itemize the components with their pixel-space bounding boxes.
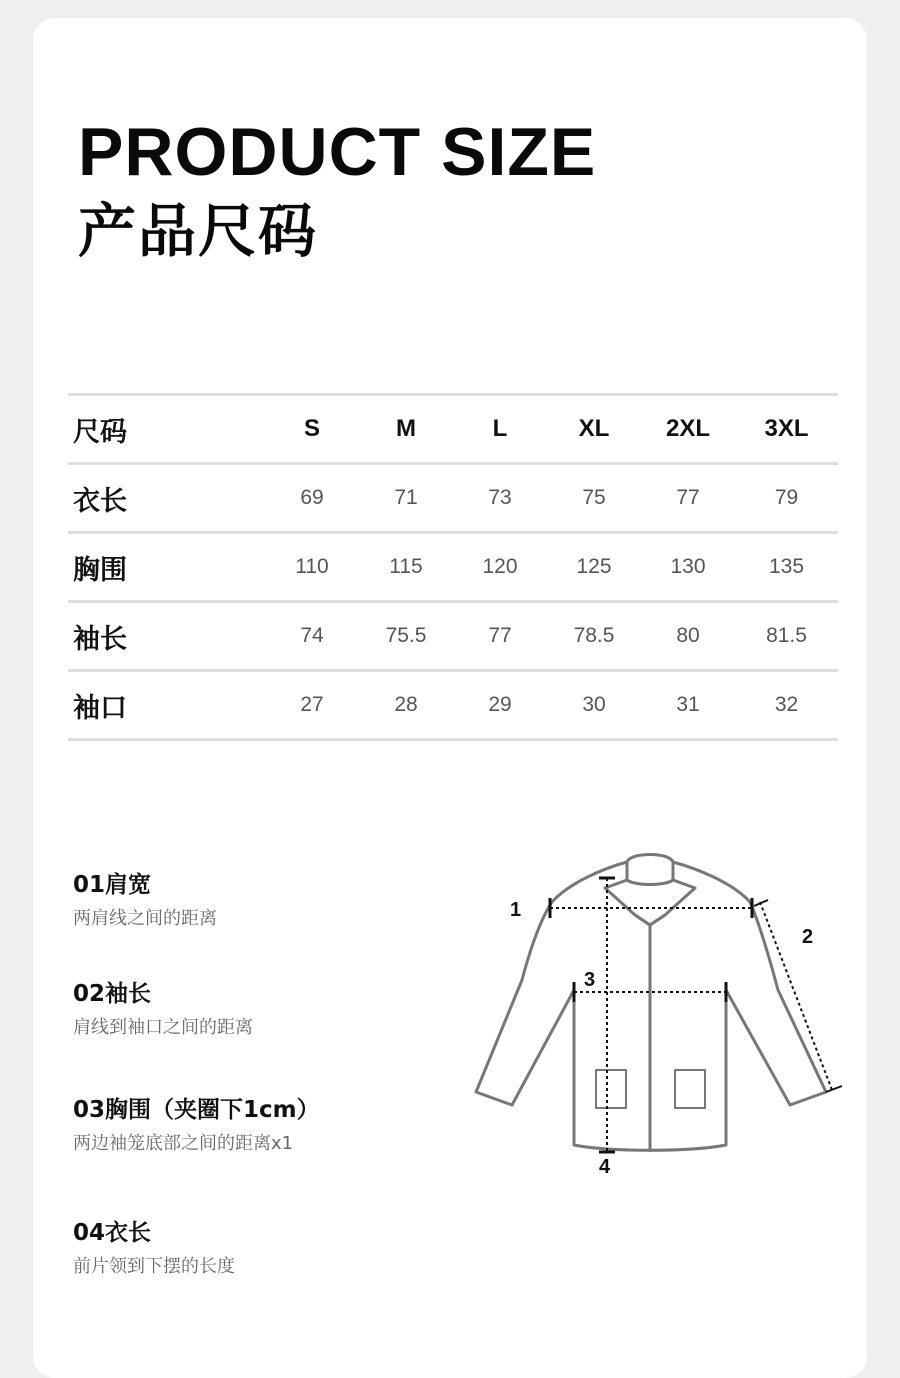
measure-label-4: 4 <box>599 1156 611 1178</box>
size-col-xl: XL <box>547 395 641 464</box>
table-cell: 30 <box>547 671 641 740</box>
legend-desc: 肩线到袖口之间的距离 <box>73 1017 253 1038</box>
size-table <box>68 393 838 741</box>
table-cell: 120 <box>453 533 547 602</box>
table-cell: 110 <box>265 533 359 602</box>
size-col-s: S <box>265 395 359 464</box>
row-label: 袖口 <box>68 671 265 740</box>
table-cell: 81.5 <box>735 602 838 671</box>
table-cell: 69 <box>265 464 359 533</box>
table-cell: 75.5 <box>359 602 453 671</box>
size-header-label: 尺码 <box>68 395 265 464</box>
legend-heading: 01肩宽 <box>73 872 152 898</box>
table-row <box>68 464 838 533</box>
table-cell: 115 <box>359 533 453 602</box>
legend-heading: 02袖长 <box>73 981 152 1007</box>
table-cell: 80 <box>641 602 735 671</box>
table-cell: 125 <box>547 533 641 602</box>
size-col-3xl: 3XL <box>735 395 838 464</box>
legend-item-length <box>73 1218 235 1280</box>
table-cell: 75 <box>547 464 641 533</box>
legend-desc: 两边袖笼底部之间的距离x1 <box>73 1133 294 1154</box>
table-cell: 32 <box>735 671 838 740</box>
table-cell: 78.5 <box>547 602 641 671</box>
table-cell: 77 <box>453 602 547 671</box>
size-col-l: L <box>453 395 547 464</box>
shirt-outline <box>476 855 826 1153</box>
legend-desc: 两肩线之间的距离 <box>73 908 217 929</box>
measure-label-2: 2 <box>802 926 814 948</box>
legend-heading: 04衣长 <box>73 1220 152 1246</box>
measure-label-1: 1 <box>510 899 522 921</box>
table-cell: 130 <box>641 533 735 602</box>
page-title-en: PRODUCT SIZE <box>78 114 597 190</box>
row-label: 袖长 <box>68 602 265 671</box>
legend-item-sleeve <box>73 979 253 1041</box>
table-row <box>68 533 838 602</box>
size-col-2xl: 2XL <box>641 395 735 464</box>
table-cell: 79 <box>735 464 838 533</box>
table-row <box>68 602 838 671</box>
table-cell: 31 <box>641 671 735 740</box>
legend-heading: 03胸围（夹圈下1cm） <box>73 1097 320 1123</box>
table-cell: 77 <box>641 464 735 533</box>
table-cell: 27 <box>265 671 359 740</box>
size-col-m: M <box>359 395 453 464</box>
legend-item-chest <box>73 1095 320 1157</box>
table-cell: 135 <box>735 533 838 602</box>
measure-label-3: 3 <box>584 969 596 991</box>
table-cell: 29 <box>453 671 547 740</box>
table-cell: 73 <box>453 464 547 533</box>
page-title-cn: 产品尺码 <box>78 197 319 265</box>
table-cell: 71 <box>359 464 453 533</box>
shirt-measurement-diagram <box>470 840 860 1180</box>
table-row <box>68 671 838 740</box>
legend-desc: 前片领到下摆的长度 <box>73 1256 235 1277</box>
legend-item-shoulder <box>73 870 217 932</box>
row-label: 胸围 <box>68 533 265 602</box>
measure-lines <box>550 878 842 1152</box>
size-table-header-row <box>68 395 838 464</box>
table-cell: 74 <box>265 602 359 671</box>
table-cell: 28 <box>359 671 453 740</box>
row-label: 衣长 <box>68 464 265 533</box>
